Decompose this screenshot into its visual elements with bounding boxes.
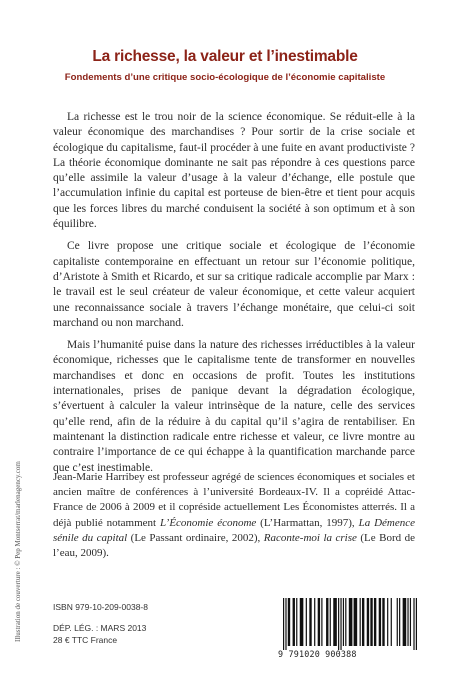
barcode-bar — [370, 598, 372, 646]
book-reference: La Démence sénile du capital — [53, 516, 415, 544]
blurb-paragraph: La richesse est le trou noir de la science économique. Se réduit-elle à la valeur économique des marchandises ? Pour sortir de la crise sociale et écologique du capitalisme, faut-il procéder à une fuite en avant productiviste ? La théorie économique dominante ne sait pas répondre à ces questions parce qu’elle assimile la valeur d’usage à la valeur d’échange, elle postule que l’accumulation infinie du capital est porteuse de bien-être et tient pour acquis que les forces libres du marché conduisent la société à son optimum et à son équilibre. — [53, 111, 415, 231]
barcode-bar — [343, 598, 344, 646]
barcode-bar — [293, 598, 295, 646]
barcode-bar — [285, 598, 286, 650]
barcode-bar — [391, 598, 392, 646]
barcode-bar — [296, 598, 297, 646]
barcode-bar — [399, 598, 400, 646]
barcode-bar — [309, 598, 311, 646]
depot-legal: DÉP. LÉG. : MARS 2013 — [53, 623, 147, 633]
barcode-bar — [416, 598, 417, 650]
book-reference: Raconte-moi la crise — [263, 531, 357, 544]
barcode-bar — [403, 598, 407, 646]
barcode-bar — [321, 598, 322, 646]
legal-info — [53, 622, 146, 646]
illustration-credit: Illustration de couverture : © Pep Montserrat/marlenagency.com — [14, 461, 22, 642]
barcode-digits: 9 791020 900388 — [278, 649, 357, 659]
barcode-bar — [379, 598, 381, 646]
barcode-bar — [340, 598, 341, 650]
barcode-bar — [382, 598, 384, 646]
author-bio — [53, 470, 415, 561]
book-title: La richesse, la valeur et l’inestimable — [92, 48, 358, 65]
blurb-paragraph: Ce livre propose une critique sociale et écologique de l’économie capitaliste contemporaine en effectuant un retour sur l’économie politique, d’Aristote à Smith et Ricardo, et sur sa critique radicale accomplie par Marx : le travail est le seul créateur de valeur économique, et cette valeur acquiert une reconnaissance sociale à travers l’échange monétaire, que celui-ci soit marchand ou non marchand. — [53, 240, 415, 329]
barcode-bar — [367, 598, 369, 646]
blurb-text — [53, 110, 415, 483]
barcode — [283, 598, 417, 650]
barcode-icon — [283, 598, 417, 650]
author-bio-text: Jean-Marie Harribey est professeur agrégé de sciences économiques et sociales et ancien maître de conférences à l’université Bordeaux-IV. Il a copréidé Attac-France de 2006 à 2009 et il copréside actuellement Les Économistes atterrés. Il a déjà publié notamment — [53, 471, 415, 529]
barcode-bar — [407, 598, 408, 646]
blurb-paragraph: Mais l’humanité puise dans la nature des richesses irréductibles à la valeur économique, richesses que le capitalisme tente de transformer en nouvelles marchandises et donc en occasions de profit. Toutes les institutions internationales, prises de panique devant la dégradation écologique, s’évertuent à calculer la valeur intrinsèque de la nature, celle des services qu’elle rend, afin de la réduire à du capital qu’il s’agira de rentabiliser. En maintenant la distinction radicale entre richesse et valeur, ce livre montre au contraire l’importance de ce qui échappe à la quantification marchande parce que c’est inestimable. — [53, 339, 415, 474]
barcode-bar — [318, 598, 320, 646]
author-bio-text: (L’Harmattan, 1997), — [256, 516, 359, 529]
book-reference: L’Économie économe — [159, 516, 257, 529]
barcode-bar — [387, 598, 388, 646]
barcode-bar — [314, 598, 315, 646]
barcode-bar — [349, 598, 353, 646]
barcode-bar — [330, 598, 331, 646]
barcode-bar — [397, 598, 398, 646]
barcode-bar — [333, 598, 337, 646]
barcode-bar — [374, 598, 376, 646]
author-bio-text: (Le Bord de l’eau, 2009). — [53, 531, 415, 560]
barcode-bar — [413, 598, 414, 650]
isbn: ISBN 979-10-209-0038-8 — [53, 602, 148, 612]
barcode-bar — [362, 598, 364, 646]
barcode-bar — [338, 598, 339, 650]
barcode-bar — [360, 598, 361, 646]
barcode-bar — [300, 598, 304, 646]
barcode-bar — [283, 598, 284, 650]
price: 28 € TTC France — [53, 635, 118, 645]
book-subtitle: Fondements d’une critique socio-écologique de l’économie capitaliste — [64, 72, 386, 83]
barcode-bar — [326, 598, 328, 646]
barcode-bar — [306, 598, 307, 646]
barcode-bar — [410, 598, 411, 646]
barcode-bar — [345, 598, 346, 646]
author-bio-text: (Le Passant ordinaire, 2002), — [127, 531, 264, 544]
barcode-bar — [354, 598, 358, 646]
barcode-bar — [288, 598, 290, 646]
